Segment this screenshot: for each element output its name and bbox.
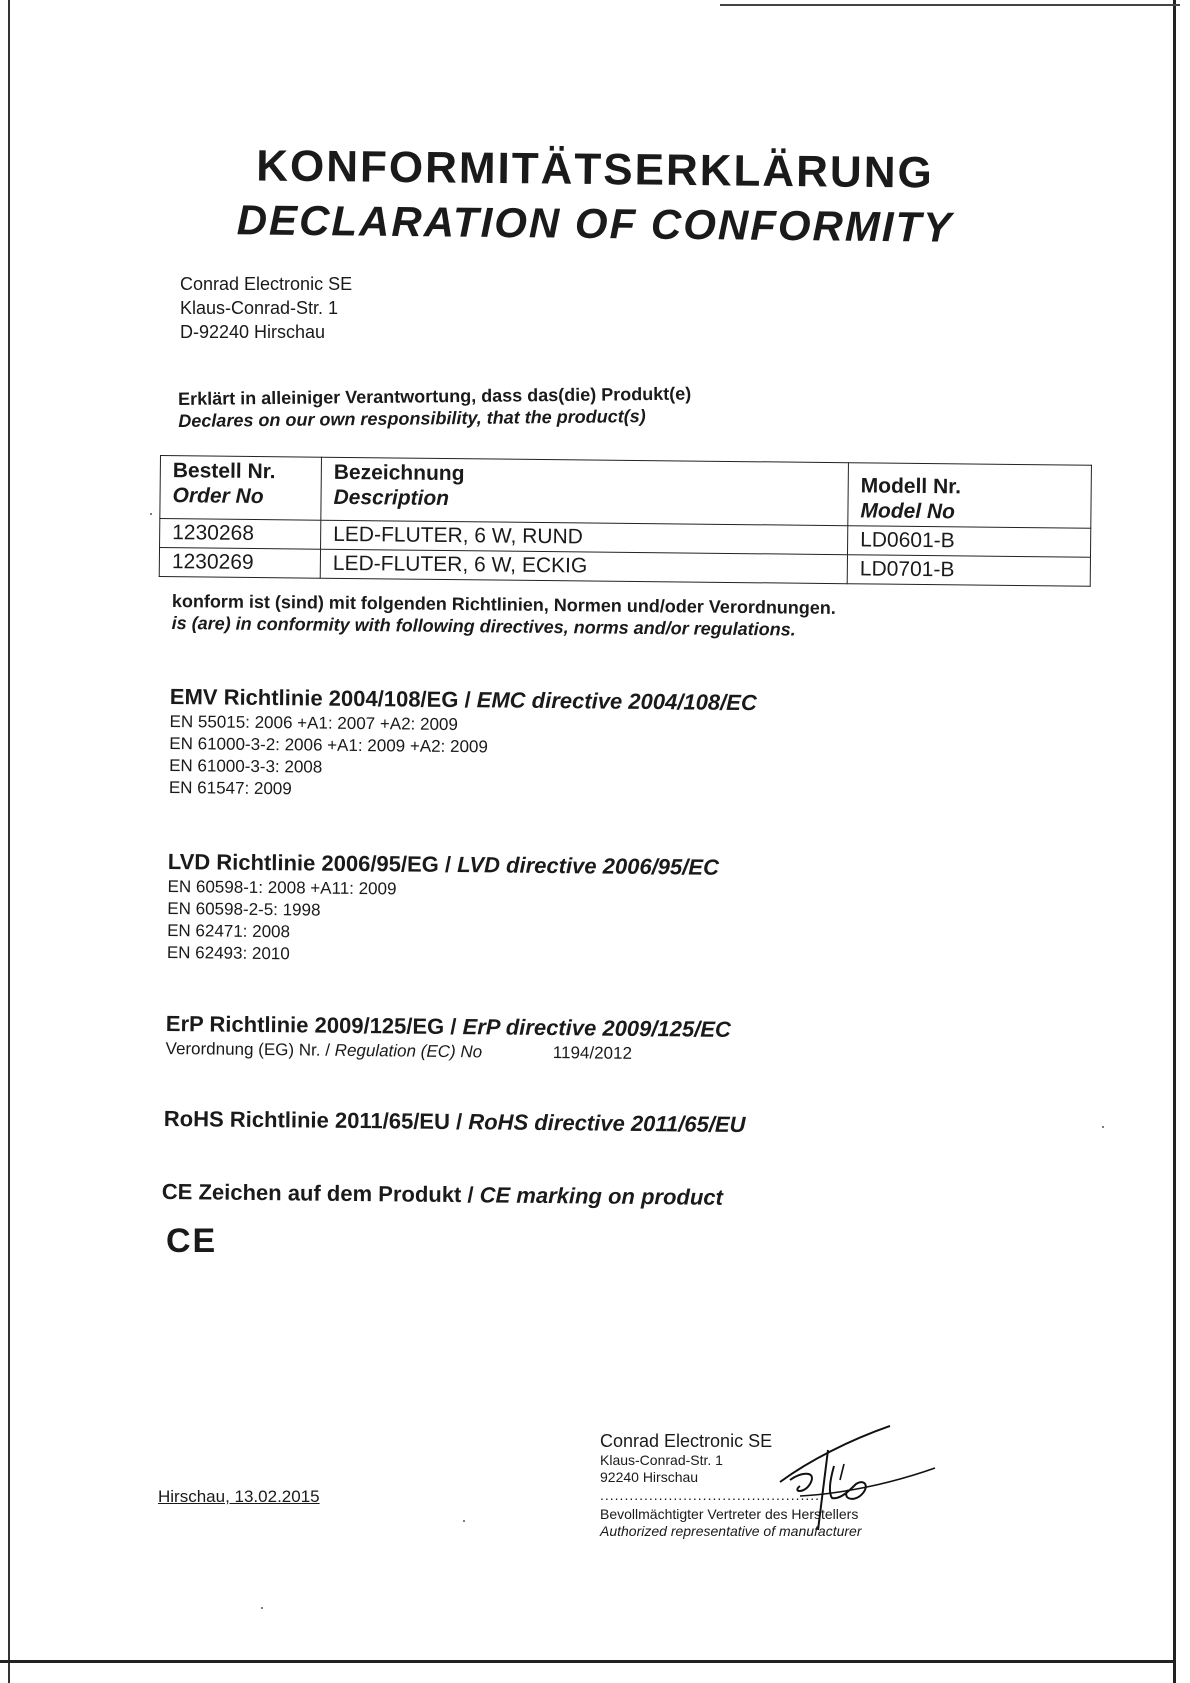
emc-heading-en: EMC directive 2004/108/EC [476, 687, 757, 716]
cell-order: 1230269 [159, 548, 320, 579]
emc-standard: EN 61547: 2009 [168, 777, 292, 799]
ce-heading-de: CE Zeichen auf dem Produkt / [161, 1179, 474, 1208]
intro-english: Declares on our own responsibility, that the product(s) [178, 406, 646, 431]
cell-model: LD0701-B [847, 555, 1090, 587]
title-english: DECLARATION OF CONFORMITY [236, 196, 954, 251]
emc-heading-de: EMV Richtlinie 2004/108/EG / [169, 683, 471, 713]
lvd-standard: EN 60598-1: 2008 +A11: 2009 [167, 876, 397, 899]
conformity-english: is (are) in conformity with following directives, norms and/or regulations. [171, 612, 796, 640]
header-model-en: Model No [860, 499, 956, 524]
emc-standard: EN 61000-3-2: 2006 +A1: 2009 +A2: 2009 [169, 733, 488, 757]
ce-heading [162, 1178, 723, 1212]
product-table-header [160, 456, 1092, 529]
conformity-statement [172, 590, 836, 641]
cell-model: LD0601-B [847, 526, 1090, 558]
cell-order: 1230268 [160, 519, 321, 550]
lvd-section [167, 848, 719, 970]
header-model-no [848, 463, 1092, 529]
intro-german: Erklärt in alleiniger Verantwortung, dass das(die) Produkt(e) [178, 383, 692, 409]
erp-heading-de: ErP Richtlinie 2009/125/EG / [165, 1010, 457, 1040]
conformity-german: konform ist (sind) mit folgenden Richtlinien, Normen und/oder Verordnungen. [171, 590, 836, 618]
scan-speck [463, 1520, 465, 1522]
emc-section [169, 683, 757, 805]
place-date: Hirschau, 13.02.2015 [158, 1487, 320, 1506]
handwritten-signature-icon [770, 1420, 940, 1530]
emc-standard: EN 61000-3-3: 2008 [169, 755, 323, 777]
header-desc-en: Description [333, 485, 450, 511]
ce-heading-en: CE marking on product [479, 1182, 724, 1210]
cell-description: LED-FLUTER, 6 W, ECKIG [320, 549, 847, 584]
scan-speck [1102, 1126, 1104, 1128]
scan-edge-bottom [0, 1660, 1176, 1663]
erp-regulation-de: Verordnung (EG) Nr. / [165, 1038, 331, 1060]
scan-speck [261, 1607, 263, 1609]
header-order-no [160, 456, 322, 521]
lvd-standard: EN 60598-2-5: 1998 [167, 898, 321, 920]
rohs-section [164, 1105, 746, 1139]
rohs-heading-de: RoHS Richtlinie 2011/65/EU / [163, 1106, 463, 1135]
address-city: D-92240 Hirschau [180, 322, 326, 342]
lvd-standard: EN 62493: 2010 [166, 942, 290, 964]
scan-edge-left [8, 0, 10, 1683]
intro-statement [178, 383, 692, 432]
scan-edge-top [720, 4, 1180, 6]
product-table [159, 455, 1092, 587]
cell-description: LED-FLUTER, 6 W, RUND [321, 520, 848, 555]
signatory-role-de: Bevollmächtigter Vertreter des Herstellers [600, 1506, 859, 1522]
erp-regulation-number: 1194/2012 [552, 1043, 633, 1063]
signatory-city: 92240 Hirschau [600, 1469, 699, 1485]
signatory-street: Klaus-Conrad-Str. 1 [600, 1452, 723, 1468]
signatory-role-en: Authorized representative of manufacturer [600, 1523, 862, 1539]
title-german: KONFORMITÄTSERKLÄRUNG [256, 141, 934, 198]
header-order-de: Bestell Nr. [172, 459, 276, 484]
rohs-heading [164, 1105, 746, 1139]
header-description [321, 457, 849, 526]
header-desc-de: Bezeichnung [333, 460, 465, 486]
signature-line: .............................................. [600, 1487, 825, 1503]
erp-heading-en: ErP directive 2009/125/EC [462, 1014, 731, 1042]
manufacturer-address [180, 272, 352, 344]
rohs-heading-en: RoHS directive 2011/65/EU [468, 1109, 746, 1138]
header-order-en: Order No [172, 484, 264, 509]
header-model-de: Modell Nr. [860, 474, 962, 499]
address-street: Klaus-Conrad-Str. 1 [180, 298, 339, 318]
emc-standard: EN 55015: 2006 +A1: 2007 +A2: 2009 [169, 711, 458, 735]
erp-regulation-en: Regulation (EC) No [334, 1040, 483, 1062]
ce-mark-icon: CE [166, 1222, 218, 1260]
lvd-standard: EN 62471: 2008 [167, 920, 291, 942]
erp-section [165, 1010, 731, 1066]
ce-section [162, 1178, 723, 1212]
lvd-heading-de: LVD Richtlinie 2006/95/EG / [167, 848, 452, 877]
signatory-company: Conrad Electronic SE [600, 1431, 773, 1451]
lvd-heading-en: LVD directive 2006/95/EC [457, 852, 720, 880]
scan-speck [150, 513, 152, 515]
address-name: Conrad Electronic SE [180, 274, 353, 294]
